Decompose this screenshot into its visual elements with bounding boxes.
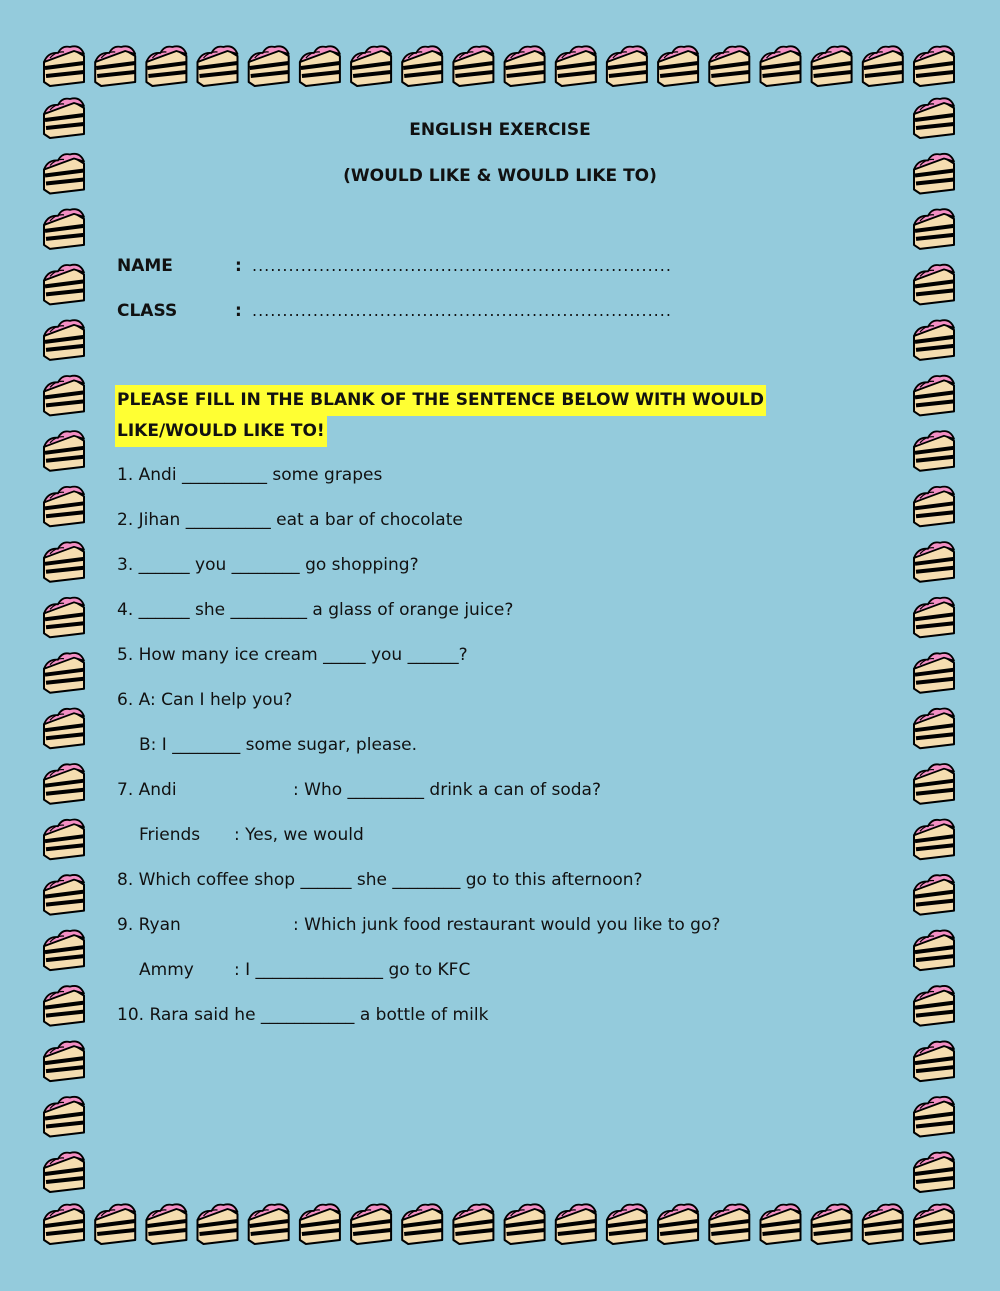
cake-slice-icon [607, 1204, 647, 1244]
cake-slice-icon [914, 376, 954, 416]
cake-slice-icon [607, 46, 647, 86]
cake-slice-icon [914, 1204, 954, 1244]
name-separator: : [235, 256, 242, 276]
cake-slice-icon [914, 598, 954, 638]
cake-slice-icon [146, 46, 186, 86]
cake-slice-icon [95, 1204, 135, 1244]
question-4: 4. ______ she _________ a glass of orange juice? [117, 600, 514, 620]
cake-slice-icon [914, 1097, 954, 1137]
cake-slice-icon [44, 431, 84, 471]
cake-slice-icon [198, 1204, 238, 1244]
question-7-reply: : Yes, we would [234, 825, 364, 845]
cake-slice-icon [914, 709, 954, 749]
cake-slice-icon [556, 1204, 596, 1244]
cake-slice-icon [44, 1204, 84, 1244]
question-3: 3. ______ you ________ go shopping? [117, 555, 419, 575]
cake-slice-icon [658, 46, 698, 86]
cake-slice-icon [146, 1204, 186, 1244]
cake-slice-icon [44, 1097, 84, 1137]
cake-slice-icon [556, 46, 596, 86]
cake-slice-icon [351, 1204, 391, 1244]
cake-slice-icon [914, 46, 954, 86]
question-6a: 6. A: Can I help you? [117, 690, 293, 710]
cake-slice-icon [914, 986, 954, 1026]
cake-slice-icon [761, 46, 801, 86]
cake-slice-icon [914, 320, 954, 360]
class-input-line[interactable]: ..................................................................... [252, 301, 672, 320]
cake-slice-icon [914, 431, 954, 471]
cake-slice-icon [44, 46, 84, 86]
cake-slice-icon [249, 46, 289, 86]
cake-slice-icon [300, 46, 340, 86]
question-10: 10. Rara said he ___________ a bottle of milk [117, 1005, 489, 1025]
cake-slice-icon [351, 46, 391, 86]
cake-slice-icon [198, 46, 238, 86]
cake-slice-icon [761, 1204, 801, 1244]
cake-slice-icon [44, 875, 84, 915]
cake-slice-icon [44, 1152, 84, 1192]
worksheet-title: ENGLISH EXERCISE [409, 120, 591, 140]
question-9-line: : Which junk food restaurant would you like to go? [293, 915, 721, 935]
cake-slice-icon [812, 46, 852, 86]
cake-slice-icon [44, 930, 84, 970]
cake-slice-icon [914, 265, 954, 305]
cake-slice-icon [44, 653, 84, 693]
cake-slice-icon [505, 1204, 545, 1244]
cake-slice-icon [44, 209, 84, 249]
cake-slice-icon [914, 820, 954, 860]
cake-slice-icon [863, 1204, 903, 1244]
cake-slice-icon [914, 1152, 954, 1192]
cake-slice-icon [44, 598, 84, 638]
question-9-reply-speaker: Ammy [139, 960, 194, 980]
cake-slice-icon [249, 1204, 289, 1244]
instruction-line-2: LIKE/WOULD LIKE TO! [115, 416, 327, 447]
cake-slice-icon [44, 764, 84, 804]
cake-slice-icon [44, 542, 84, 582]
cake-slice-icon [402, 1204, 442, 1244]
cake-slice-icon [44, 376, 84, 416]
cake-slice-icon [914, 1041, 954, 1081]
question-7-reply-speaker: Friends [139, 825, 201, 845]
cake-slice-icon [914, 487, 954, 527]
class-label: CLASS [117, 301, 178, 321]
cake-slice-icon [300, 1204, 340, 1244]
cake-slice-icon [95, 46, 135, 86]
cake-slice-icon [863, 46, 903, 86]
cake-slice-icon [709, 46, 749, 86]
cake-slice-icon [453, 46, 493, 86]
name-input-line[interactable]: ..................................................................... [252, 256, 672, 275]
cake-slice-icon [44, 1041, 84, 1081]
cake-slice-icon [44, 320, 84, 360]
question-8: 8. Which coffee shop ______ she ________ go to this afternoon? [117, 870, 643, 890]
cake-slice-icon [402, 46, 442, 86]
question-9-speaker: 9. Ryan [117, 915, 181, 935]
cake-slice-icon [914, 653, 954, 693]
cake-slice-icon [44, 487, 84, 527]
cake-slice-icon [658, 1204, 698, 1244]
cake-slice-icon [812, 1204, 852, 1244]
question-1: 1. Andi __________ some grapes [117, 465, 383, 485]
cake-slice-icon [505, 46, 545, 86]
cake-slice-icon [453, 1204, 493, 1244]
question-9-reply: : I _______________ go to KFC [234, 960, 471, 980]
class-separator: : [235, 301, 242, 321]
question-7-speaker: 7. Andi [117, 780, 177, 800]
question-5: 5. How many ice cream _____ you ______? [117, 645, 468, 665]
worksheet-subtitle: (WOULD LIKE & WOULD LIKE TO) [343, 166, 657, 186]
cake-slice-icon [914, 930, 954, 970]
cake-slice-icon [44, 820, 84, 860]
question-7-line: : Who _________ drink a can of soda? [293, 780, 601, 800]
question-2: 2. Jihan __________ eat a bar of chocolate [117, 510, 463, 530]
cake-slice-icon [44, 986, 84, 1026]
cake-slice-icon [914, 542, 954, 582]
cake-slice-icon [44, 709, 84, 749]
cake-slice-icon [914, 764, 954, 804]
name-label: NAME [117, 256, 173, 276]
cake-slice-icon [914, 209, 954, 249]
instruction-line-1: PLEASE FILL IN THE BLANK OF THE SENTENCE BELOW WITH WOULD [115, 385, 766, 416]
cake-slice-icon [44, 265, 84, 305]
cake-slice-icon [914, 875, 954, 915]
question-6b: B: I ________ some sugar, please. [139, 735, 418, 755]
cake-slice-icon [709, 1204, 749, 1244]
